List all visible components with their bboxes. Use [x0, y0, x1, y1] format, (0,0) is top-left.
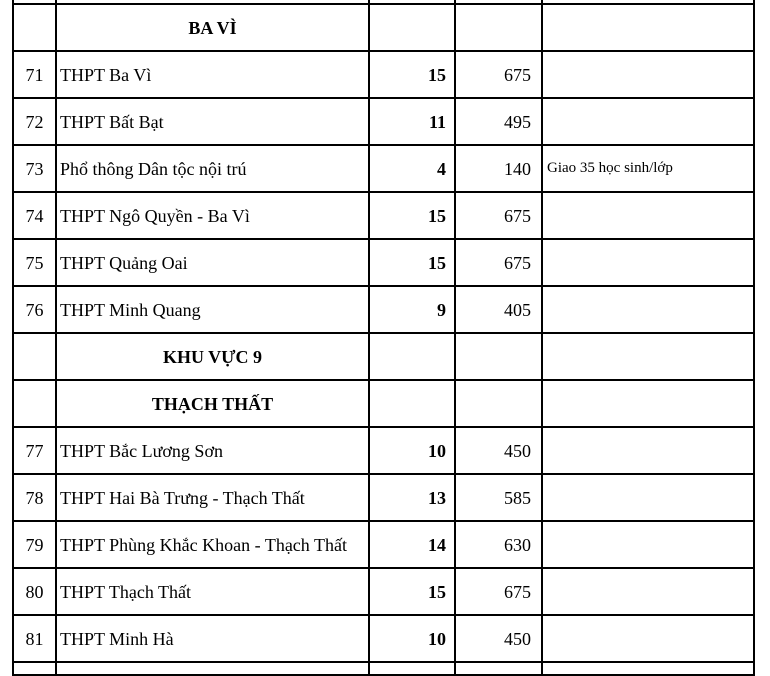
class-count: 4 — [369, 145, 455, 192]
row-number: 79 — [13, 521, 56, 568]
class-count: 15 — [369, 568, 455, 615]
school-name: THPT Bắc Lương Sơn — [56, 427, 369, 474]
class-count: 10 — [369, 427, 455, 474]
table-row — [13, 568, 754, 615]
section-title-ba-vi: BA VÌ — [56, 4, 369, 51]
table-row — [13, 145, 754, 192]
class-count: 14 — [369, 521, 455, 568]
note-cell — [542, 51, 754, 98]
row-number: 80 — [13, 568, 56, 615]
class-count: 15 — [369, 192, 455, 239]
table-row — [13, 239, 754, 286]
class-count: 15 — [369, 239, 455, 286]
class-count: 11 — [369, 98, 455, 145]
section-title-khu-vuc-9: KHU VỰC 9 — [56, 333, 369, 380]
table-row — [13, 427, 754, 474]
class-count: 15 — [369, 51, 455, 98]
note-cell — [542, 568, 754, 615]
table-row — [13, 521, 754, 568]
note-cell — [542, 192, 754, 239]
table-row — [13, 192, 754, 239]
school-name: Phổ thông Dân tộc nội trú — [56, 145, 369, 192]
student-count: 675 — [455, 568, 542, 615]
table-row — [13, 286, 754, 333]
table-row-cut-bottom — [13, 662, 754, 675]
section-row-ba-vi — [13, 4, 754, 51]
row-number: 73 — [13, 145, 56, 192]
school-name: THPT Ngô Quyền - Ba Vì — [56, 192, 369, 239]
school-name: THPT Minh Hà — [56, 615, 369, 662]
student-count: 140 — [455, 145, 542, 192]
note-cell — [542, 98, 754, 145]
school-name: THPT Minh Quang — [56, 286, 369, 333]
school-quota-table — [12, 0, 755, 676]
row-number: 71 — [13, 51, 56, 98]
note-cell — [542, 286, 754, 333]
class-count: 9 — [369, 286, 455, 333]
student-count: 495 — [455, 98, 542, 145]
note-cell — [542, 615, 754, 662]
student-count: 585 — [455, 474, 542, 521]
note-cell — [542, 521, 754, 568]
row-number: 81 — [13, 615, 56, 662]
note-cell — [542, 474, 754, 521]
table-row — [13, 474, 754, 521]
school-name: THPT Thạch Thất — [56, 568, 369, 615]
section-row-khu-vuc-9 — [13, 333, 754, 380]
note-cell: Giao 35 học sinh/lớp — [542, 145, 754, 192]
student-count: 630 — [455, 521, 542, 568]
student-count: 675 — [455, 51, 542, 98]
section-row-thach-that — [13, 380, 754, 427]
table-row — [13, 98, 754, 145]
school-name: THPT Hai Bà Trưng - Thạch Thất — [56, 474, 369, 521]
row-number: 76 — [13, 286, 56, 333]
student-count: 450 — [455, 427, 542, 474]
class-count: 13 — [369, 474, 455, 521]
row-number: 77 — [13, 427, 56, 474]
student-count: 675 — [455, 192, 542, 239]
school-name: THPT Quảng Oai — [56, 239, 369, 286]
table-row — [13, 51, 754, 98]
section-title-thach-that: THẠCH THẤT — [56, 380, 369, 427]
row-number: 74 — [13, 192, 56, 239]
student-count: 675 — [455, 239, 542, 286]
class-count: 10 — [369, 615, 455, 662]
note-cell — [542, 239, 754, 286]
table-row — [13, 615, 754, 662]
row-number: 78 — [13, 474, 56, 521]
note-cell — [542, 427, 754, 474]
school-name: THPT Bất Bạt — [56, 98, 369, 145]
student-count: 450 — [455, 615, 542, 662]
row-number: 75 — [13, 239, 56, 286]
school-name: THPT Phùng Khắc Khoan - Thạch Thất — [56, 521, 369, 568]
student-count: 405 — [455, 286, 542, 333]
row-number: 72 — [13, 98, 56, 145]
school-name: THPT Ba Vì — [56, 51, 369, 98]
